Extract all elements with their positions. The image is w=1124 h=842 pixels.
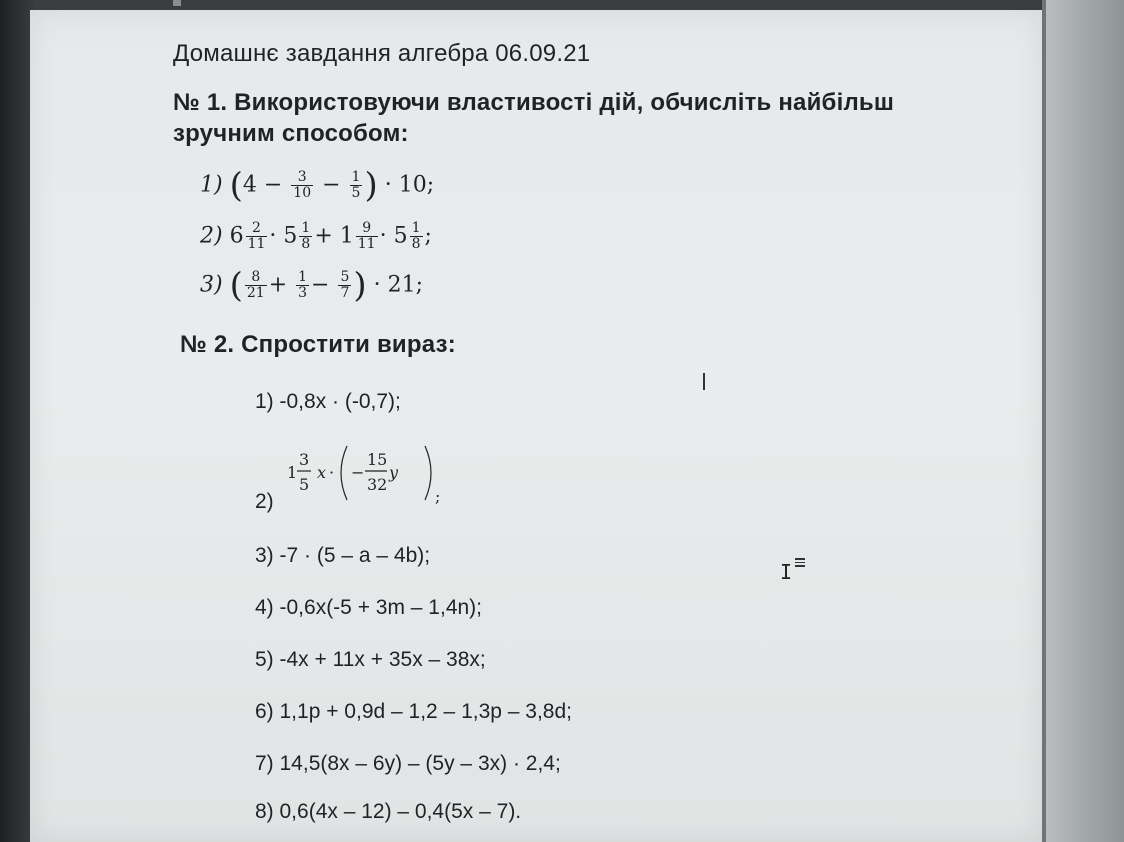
task1-heading-line1: № 1. Використовуючи властивості дій, обчисліть найбільш bbox=[173, 89, 895, 116]
task2-item-1: 1) -0,8x · (-0,7); bbox=[255, 390, 401, 413]
monitor-bezel-right bbox=[1046, 0, 1124, 842]
svg-text:5: 5 bbox=[299, 475, 310, 494]
fraction-expression-image bbox=[285, 440, 455, 510]
text-cursor bbox=[703, 373, 705, 390]
window-corner bbox=[173, 0, 181, 6]
svg-text:·: · bbox=[329, 463, 335, 482]
task2-item-6: 6) 1,1p + 0,9d – 1,2 – 1,3p – 3,8d; bbox=[255, 700, 572, 723]
svg-text:15: 15 bbox=[367, 450, 388, 469]
svg-text:3: 3 bbox=[299, 450, 310, 469]
svg-text:x: x bbox=[317, 463, 327, 482]
task2-item-8: 8) 0,6(4x – 12) – 0,4(5x – 7). bbox=[255, 800, 522, 823]
task2-item-5: 5) -4x + 11x + 35x – 38x; bbox=[255, 648, 486, 671]
svg-text:32: 32 bbox=[367, 475, 388, 494]
task2-item-4: 4) -0,6x(-5 + 3m – 1,4n); bbox=[255, 596, 483, 619]
ibeam-cursor-icon: I bbox=[780, 560, 793, 584]
item-number: 2) bbox=[200, 223, 223, 249]
task1-item-2: 2) 6 $\frac{2}{11}$ · 5 $\frac{1}{8}$ + 1 $\frac{9}{11}$ · 5 $\frac{1}{8}$ ; bbox=[200, 220, 432, 252]
svg-text:1: 1 bbox=[287, 463, 298, 482]
task1-heading-line2: зручним способом: bbox=[173, 120, 409, 147]
svg-text:y: y bbox=[389, 463, 399, 482]
task2-item-7: 7) 14,5(8x – 6y) – (5y – 3x) · 2,4; bbox=[255, 752, 561, 775]
task2-item-2-expression bbox=[285, 440, 455, 514]
item-number: 1) bbox=[200, 172, 223, 198]
task2-item-2-label: 2) bbox=[255, 490, 274, 513]
task1-item-1: 1) (4 − $\frac{3}{10}$ − $\frac{1}{5}$ ) · 10; bbox=[200, 165, 435, 206]
item-number: 3) bbox=[200, 272, 223, 298]
task2-heading: № 2. Спростити вираз: bbox=[180, 331, 456, 358]
ibeam-align-icon bbox=[795, 558, 805, 569]
task2-item-3: 3) -7 · (5 – a – 4b); bbox=[255, 544, 431, 567]
task1-item-3: 3) ( $\frac{8}{21}$ + $\frac{1}{3}$ − $\frac{5}{7}$ ) · 21; bbox=[200, 265, 424, 306]
svg-text:−: − bbox=[351, 463, 365, 482]
document-title: Домашнє завдання алгебра 06.09.21 bbox=[173, 40, 591, 67]
svg-text:;: ; bbox=[435, 487, 441, 506]
